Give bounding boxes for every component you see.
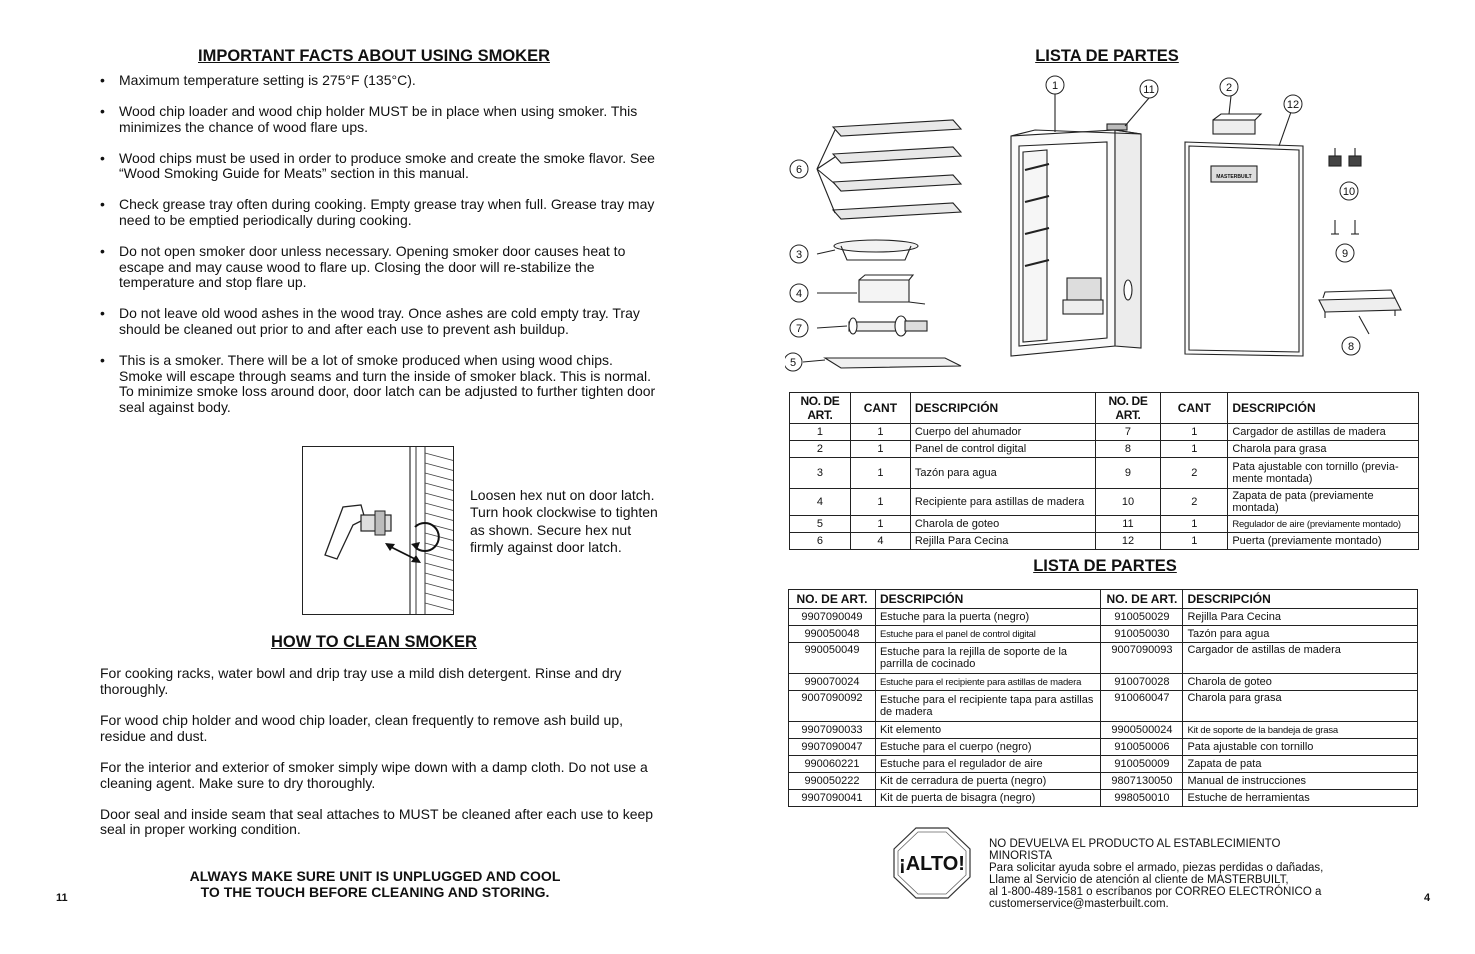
table-cell: 4 (790, 489, 851, 516)
table-cell: Estuche para el cuerpo (negro) (875, 739, 1101, 756)
callout-label: 2 (1225, 82, 1233, 94)
table-cell: Rejilla Para Cecina (1183, 609, 1418, 626)
fact-item: • Wood chip loader and wood chip holder MUST be in place when using smoker. This minimizes the chance of wood flare ups. (100, 104, 660, 135)
callout-label: 8 (1347, 341, 1355, 353)
table-cell: Estuche para la rejilla de soporte de la parrilla de cocinado (875, 643, 1101, 674)
table-cell: 12 (1095, 533, 1161, 550)
table-cell: 9907090041 (789, 790, 876, 807)
table-row (790, 489, 1419, 516)
table-cell: 910050009 (1101, 756, 1183, 773)
table-cell: Kit de soporte de la bandeja de grasa (1183, 722, 1418, 739)
table-row (790, 516, 1419, 533)
table-cell: 910060047 (1101, 691, 1183, 722)
fact-item: • Do not leave old wood ashes in the wood tray. Once ashes are cold empty tray. Tray should be cleaned out prior to and after each use to prevent ash buildup. (100, 306, 660, 337)
table-cell: 7 (1095, 424, 1161, 441)
facts-title: IMPORTANT FACTS ABOUT USING SMOKER (198, 47, 550, 65)
callout-label: 3 (795, 249, 803, 261)
fact-item: • Do not open smoker door unless necessary. Opening smoker door causes heat to escape and may cause wood to flare up. Closing the door will re-stabilize the temperature and stop flare up. (100, 244, 660, 291)
warning-line: TO THE TOUCH BEFORE CLEANING AND STORING. (200, 884, 550, 900)
fact-item: • Wood chips must be used in order to produce smoke and create the smoke flavor. See “Wood Smoking Guide for Meats” section in this manual. (100, 151, 660, 182)
table-cell: 9 (1095, 458, 1161, 489)
table-row (789, 739, 1418, 756)
table-cell: Estuche para el recipiente para astillas de madera (875, 674, 1101, 691)
table-row (789, 643, 1418, 674)
table-row (789, 674, 1418, 691)
table-cell: Estuche para el regulador de aire (875, 756, 1101, 773)
table-cell: 990060221 (789, 756, 876, 773)
clean-paragraph: For wood chip holder and wood chip loader, clean frequently to remove ash build up, residue and dust. (100, 711, 623, 744)
table-cell: 990050222 (789, 773, 876, 790)
table-cell: 990070024 (789, 674, 876, 691)
stop-sign-text: ¡ALTO! (899, 853, 965, 875)
callout-label: 5 (789, 357, 797, 369)
callout-label: 1 (1051, 80, 1059, 92)
table-cell: 2 (790, 441, 851, 458)
facts-list (100, 73, 660, 431)
table-cell: Zapata de pata (1183, 756, 1418, 773)
latch-caption: Loosen hex nut on door latch. Turn hook clockwise to tighten as shown. Secure hex nut firmly against door latch. (470, 487, 658, 555)
table-row (790, 424, 1419, 441)
table-cell: Estuche para el recipiente tapa para astillas de madera (875, 691, 1101, 722)
table-cell: 910050030 (1101, 626, 1183, 643)
clean-paragraph: Door seal and inside seam that seal attaches to MUST be cleaned after each use to keep seal in proper working condition. (100, 805, 654, 838)
table-cell: 3 (790, 458, 851, 489)
table-row (789, 756, 1418, 773)
page-number: 4 (1424, 892, 1431, 904)
column-header: NO. DE ART. (789, 590, 876, 609)
clean-paragraph: For the interior and exterior of smoker simply wipe down with a damp cloth. Do not use a cleaning agent. Make sure to dry thoroughly. (100, 758, 648, 791)
parts-diagram (785, 72, 1425, 382)
table-cell: Tazón para agua (1183, 626, 1418, 643)
table-row (789, 691, 1418, 722)
column-header: CANT (850, 393, 910, 424)
clean-instructions (100, 666, 660, 854)
table-cell: 1 (850, 441, 910, 458)
table-cell: 2 (1161, 489, 1228, 516)
column-header: DESCRIPCIÓN (910, 393, 1095, 424)
table-cell: 9007090092 (789, 691, 876, 722)
parts-list-title-2: LISTA DE PARTES (1033, 557, 1177, 575)
table-cell: 6 (790, 533, 851, 550)
table-row (789, 773, 1418, 790)
table-cell: Recipiente para astillas de madera (910, 489, 1095, 516)
table-cell: Tazón para agua (910, 458, 1095, 489)
table-cell: 9907090033 (789, 722, 876, 739)
clean-title: HOW TO CLEAN SMOKER (271, 633, 477, 651)
callout-label: 6 (795, 164, 803, 176)
table-row (790, 458, 1419, 489)
table-cell: 990050049 (789, 643, 876, 674)
table-cell: Cargador de astillas de madera (1183, 643, 1418, 674)
column-header: DESCRIPCIÓN (875, 590, 1101, 609)
page-number: 11 (56, 892, 68, 904)
column-header: NO. DE ART. (1095, 393, 1161, 424)
table-row (790, 441, 1419, 458)
table-cell: 10 (1095, 489, 1161, 516)
table-cell: 9907090049 (789, 609, 876, 626)
table-cell: Panel de control digital (910, 441, 1095, 458)
table-cell: Charola de goteo (1183, 674, 1418, 691)
table-cell: Regulador de aire (previamente montado) (1228, 516, 1419, 533)
table-cell: 8 (1095, 441, 1161, 458)
left-page (0, 0, 737, 954)
table-cell: Pata ajustable con tornillo (1183, 739, 1418, 756)
table-cell: 990050048 (789, 626, 876, 643)
warning-line: ALWAYS MAKE SURE UNIT IS UNPLUGGED AND COOL (189, 868, 561, 884)
table-cell: 9907090047 (789, 739, 876, 756)
table-row (789, 626, 1418, 643)
table-cell: 1 (790, 424, 851, 441)
table-cell: 1 (1161, 441, 1228, 458)
brand-label: MASTERBUILT (1216, 174, 1252, 180)
table-cell: 9807130050 (1101, 773, 1183, 790)
callout-label: 9 (1341, 248, 1349, 260)
table-row (789, 609, 1418, 626)
notice-line: Para solicitar ayuda sobre el armado, piezas perdidas o dañadas, (989, 862, 1324, 874)
table-cell: Estuche de herramientas (1183, 790, 1418, 807)
table-cell: 1 (1161, 424, 1228, 441)
table-cell: Charola para grasa (1228, 441, 1419, 458)
stop-sign-icon (893, 827, 971, 899)
table-cell: Charola para grasa (1183, 691, 1418, 722)
return-notice (989, 838, 1369, 910)
table-cell: Cargador de astillas de madera (1228, 424, 1419, 441)
table-cell: 5 (790, 516, 851, 533)
table-cell: 9007090093 (1101, 643, 1183, 674)
table-cell: Cuerpo del ahumador (910, 424, 1095, 441)
notice-line: NO DEVUELVA EL PRODUCTO AL ESTABLECIMIENTO (989, 838, 1281, 850)
callout-label: 10 (1342, 186, 1356, 198)
fact-item: • Check grease tray often during cooking. Empty grease tray when full. Grease tray may need to be emptied periodically during cooking. (100, 197, 660, 228)
column-header: DESCRIPCIÓN (1183, 590, 1418, 609)
column-header: DESCRIPCIÓN (1228, 393, 1419, 424)
clean-paragraph: For cooking racks, water bowl and drip tray use a mild dish detergent. Rinse and dry thoroughly. (100, 665, 622, 697)
table-row (789, 790, 1418, 807)
column-header: CANT (1161, 393, 1228, 424)
table-cell: 910070028 (1101, 674, 1183, 691)
table-cell: Charola de goteo (910, 516, 1095, 533)
table-cell: 998050010 (1101, 790, 1183, 807)
table-cell: Estuche para la puerta (negro) (875, 609, 1101, 626)
table-row (789, 722, 1418, 739)
callout-label: 7 (795, 323, 803, 335)
table-cell: 910050006 (1101, 739, 1183, 756)
table-row (790, 533, 1419, 550)
table-cell: 9900500024 (1101, 722, 1183, 739)
table-cell: 4 (850, 533, 910, 550)
table-cell: Kit de puerta de bisagra (negro) (875, 790, 1101, 807)
table-cell: 1 (1161, 533, 1228, 550)
parts-table (789, 392, 1419, 550)
callout-label: 4 (795, 288, 803, 300)
table-cell: Zapata de pata (previamente montada) (1228, 489, 1419, 516)
notice-line: al 1-800-489-1581 o escríbanos por CORREO ELECTRÓNICO a (989, 886, 1322, 898)
table-cell: 2 (1161, 458, 1228, 489)
table-cell: Rejilla Para Cecina (910, 533, 1095, 550)
door-latch-illustration (302, 446, 454, 615)
table-cell: Pata ajustable con tornillo (previa-mente montada) (1228, 458, 1419, 489)
column-header: NO. DE ART. (1101, 590, 1183, 609)
table-cell: 910050029 (1101, 609, 1183, 626)
cleaning-warning (150, 868, 600, 900)
table-cell: 1 (850, 458, 910, 489)
table-cell: 11 (1095, 516, 1161, 533)
table-cell: 1 (850, 424, 910, 441)
table-cell: Kit de cerradura de puerta (negro) (875, 773, 1101, 790)
table-cell: 1 (850, 489, 910, 516)
table-cell: Estuche para el panel de control digital (875, 626, 1101, 643)
fact-item: • This is a smoker. There will be a lot of smoke produced when using wood chips. Smoke will escape through seams and turn the inside of smoker black. This is normal. To minimize smoke loss around door, door latch can be adjusted to further tighten door seal against body. (100, 353, 660, 415)
fact-item: • Maximum temperature setting is 275°F (135°C). (100, 73, 660, 89)
callout-label: 12 (1286, 99, 1300, 111)
kits-table (788, 589, 1418, 807)
notice-email: customerservice@masterbuilt.com. (989, 898, 1169, 910)
table-cell: Kit elemento (875, 722, 1101, 739)
callout-label: 11 (1143, 84, 1155, 96)
notice-line: MINORISTA (989, 850, 1053, 862)
right-page (737, 0, 1475, 954)
table-cell: 1 (850, 516, 910, 533)
table-cell: 1 (1161, 516, 1228, 533)
table-cell: Puerta (previamente montado) (1228, 533, 1419, 550)
column-header: NO. DE ART. (790, 393, 851, 424)
table-cell: Manual de instrucciones (1183, 773, 1418, 790)
notice-line: Llame al Servicio de atención al cliente de MASTERBUILT, (989, 874, 1289, 886)
parts-list-title: LISTA DE PARTES (1035, 47, 1179, 65)
